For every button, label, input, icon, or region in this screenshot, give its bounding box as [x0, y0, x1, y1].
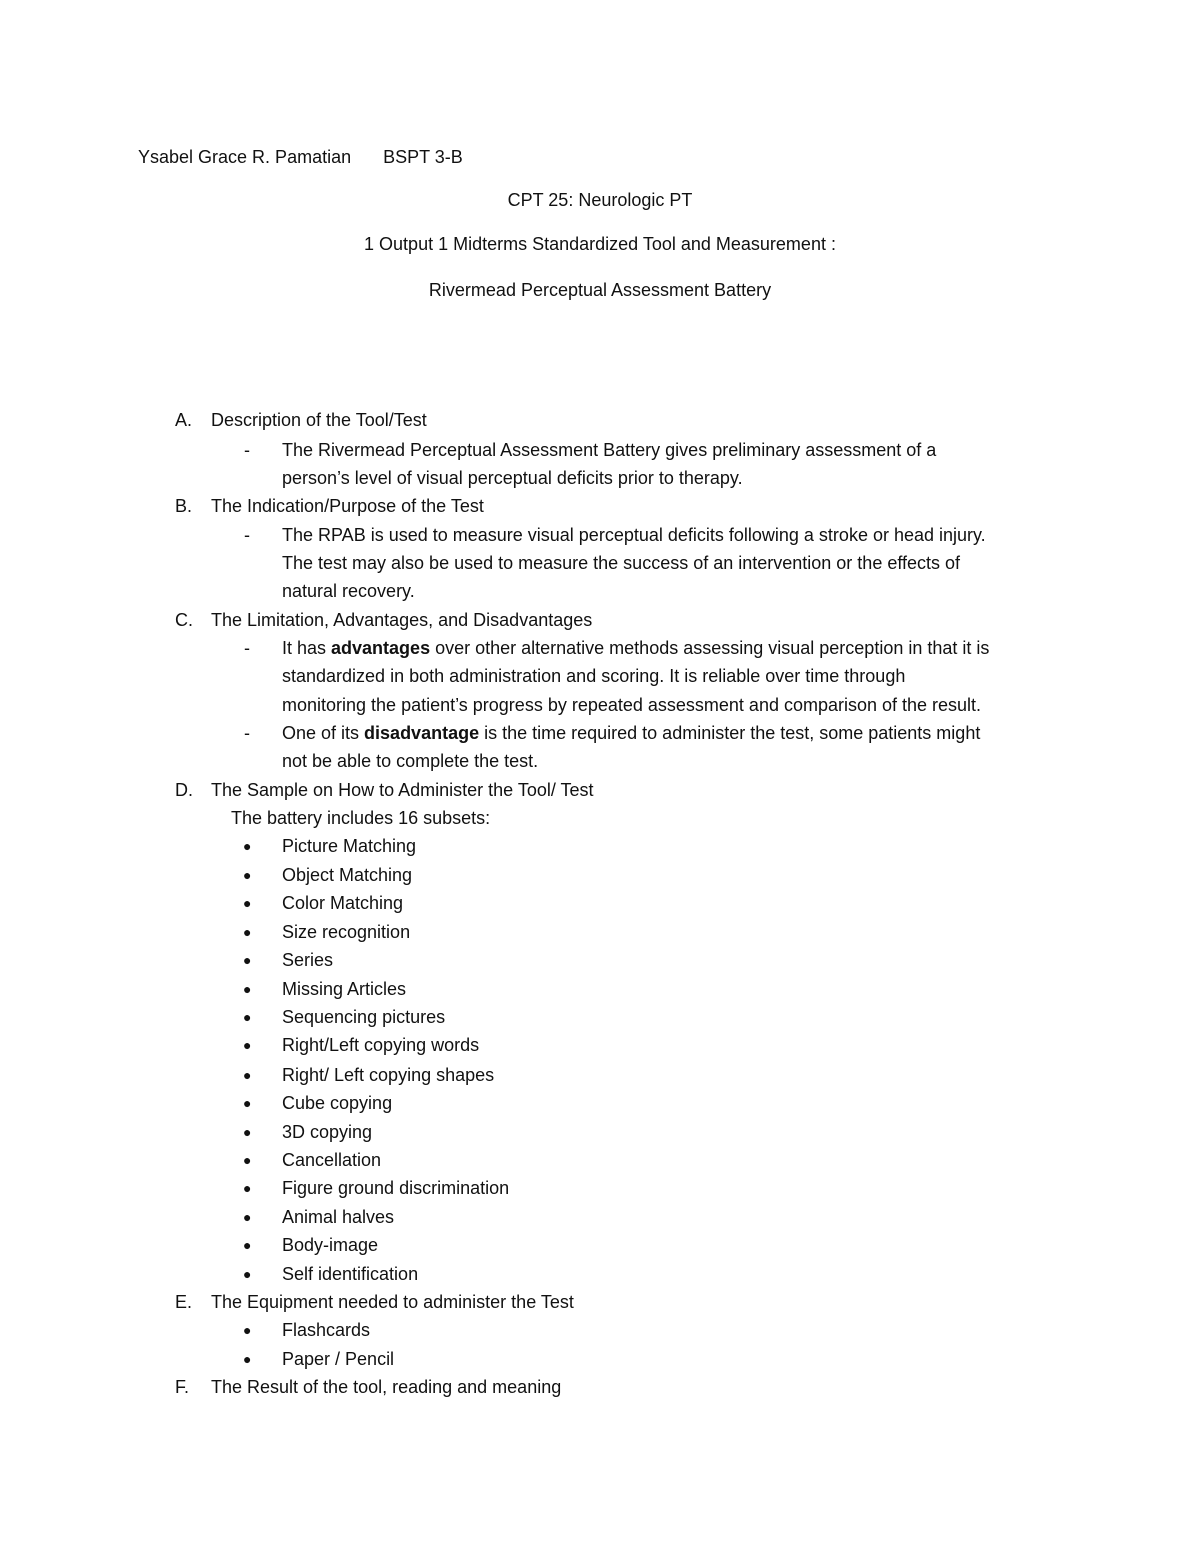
list-item-label: Figure ground discrimination [282, 1178, 510, 1198]
bullet-icon: ● [243, 924, 252, 940]
bullet-icon: ● [243, 952, 252, 968]
bullet-icon: ● [243, 895, 252, 911]
paragraph-line [282, 719, 980, 747]
list-item-label: Sequencing pictures [282, 1007, 446, 1027]
text-run: One of its [282, 723, 365, 743]
dash-marker: - [244, 723, 250, 743]
list-item-label: Flashcards [282, 1320, 371, 1340]
section-b-letter: B. [175, 496, 193, 516]
dash-marker: - [244, 525, 250, 545]
paragraph-line: The test may also be used to measure the success of an intervention or the effects of [282, 553, 961, 573]
paragraph-line: not be able to complete the test. [282, 751, 539, 771]
tool-name-title: Rivermead Perceptual Assessment Battery [428, 280, 772, 300]
bullet-icon: ● [243, 1037, 252, 1053]
author-name: Ysabel Grace R. Pamatian [138, 147, 352, 167]
bullet-icon: ● [243, 981, 252, 997]
list-item-label: Series [282, 950, 334, 970]
bullet-icon: ● [243, 1152, 252, 1168]
section-a-letter: A. [175, 410, 193, 430]
advantages-bold: advantages [331, 638, 431, 658]
disadvantage-bold: disadvantage [364, 723, 480, 743]
paragraph-line: standardized in both administration and scoring. It is reliable over time through [282, 666, 906, 686]
text-run: over other alternative methods assessing visual perception in that it is [430, 638, 990, 658]
section-f-title: The Result of the tool, reading and meaning [211, 1377, 562, 1397]
bullet-icon: ● [243, 1266, 252, 1282]
bullet-icon: ● [243, 1209, 252, 1225]
text-run: is the time required to administer the test, some patients might [479, 723, 981, 743]
list-item-label: Color Matching [282, 893, 404, 913]
bullet-icon: ● [243, 1351, 252, 1367]
list-item-label: Cube copying [282, 1093, 393, 1113]
paragraph-line: person’s level of visual perceptual deficits prior to therapy. [282, 468, 743, 488]
bullet-icon: ● [243, 1322, 252, 1338]
bullet-icon: ● [243, 867, 252, 883]
text-run: It has [282, 638, 332, 658]
dash-marker: - [244, 638, 250, 658]
list-item-label: 3D copying [282, 1122, 373, 1142]
list-item-label: Cancellation [282, 1150, 382, 1170]
section-c-title: The Limitation, Advantages, and Disadvantages [211, 610, 593, 630]
paragraph-line: The RPAB is used to measure visual perceptual deficits following a stroke or head injury. [282, 525, 986, 545]
list-item-label: Right/Left copying words [282, 1035, 480, 1055]
paragraph-line: natural recovery. [282, 581, 415, 601]
list-item-label: Paper / Pencil [282, 1349, 395, 1369]
list-item-label: Right/ Left copying shapes [282, 1065, 495, 1085]
paragraph-line: The Rivermead Perceptual Assessment Battery gives preliminary assessment of a [282, 440, 937, 460]
list-item-label: Picture Matching [282, 836, 417, 856]
list-item-label: Self identification [282, 1264, 419, 1284]
list-item-label: Body-image [282, 1235, 379, 1255]
paragraph-line: monitoring the patient’s progress by repeated assessment and comparison of the result. [282, 695, 982, 715]
output-title: 1 Output 1 Midterms Standardized Tool and Measurement : [364, 234, 836, 254]
bullet-icon: ● [243, 1095, 252, 1111]
bullet-icon: ● [243, 1067, 252, 1083]
list-item-label: Object Matching [282, 865, 413, 885]
dash-marker: - [244, 440, 250, 460]
section-e-title: The Equipment needed to administer the Test [211, 1292, 574, 1312]
bullet-icon: ● [243, 1009, 252, 1025]
bullet-icon: ● [243, 1237, 252, 1253]
bullet-icon: ● [243, 838, 252, 854]
bullet-icon: ● [243, 1180, 252, 1196]
list-item-label: Missing Articles [282, 979, 407, 999]
course-title: CPT 25: Neurologic PT [507, 190, 693, 210]
list-item-label: Animal halves [282, 1207, 395, 1227]
section-d-title: The Sample on How to Administer the Tool/ Test [211, 780, 594, 800]
subsets-intro: The battery includes 16 subsets: [231, 808, 491, 828]
section-d-letter: D. [175, 780, 193, 800]
list-item-label: Size recognition [282, 922, 411, 942]
section-f-letter: F. [175, 1377, 190, 1397]
section-e-letter: E. [175, 1292, 193, 1312]
section-a-title: Description of the Tool/Test [211, 410, 427, 430]
class-section: BSPT 3-B [383, 147, 463, 167]
bullet-icon: ● [243, 1124, 252, 1140]
section-b-title: The Indication/Purpose of the Test [211, 496, 484, 516]
paragraph-line [282, 634, 989, 662]
author-line [138, 143, 463, 171]
section-c-letter: C. [175, 610, 193, 630]
